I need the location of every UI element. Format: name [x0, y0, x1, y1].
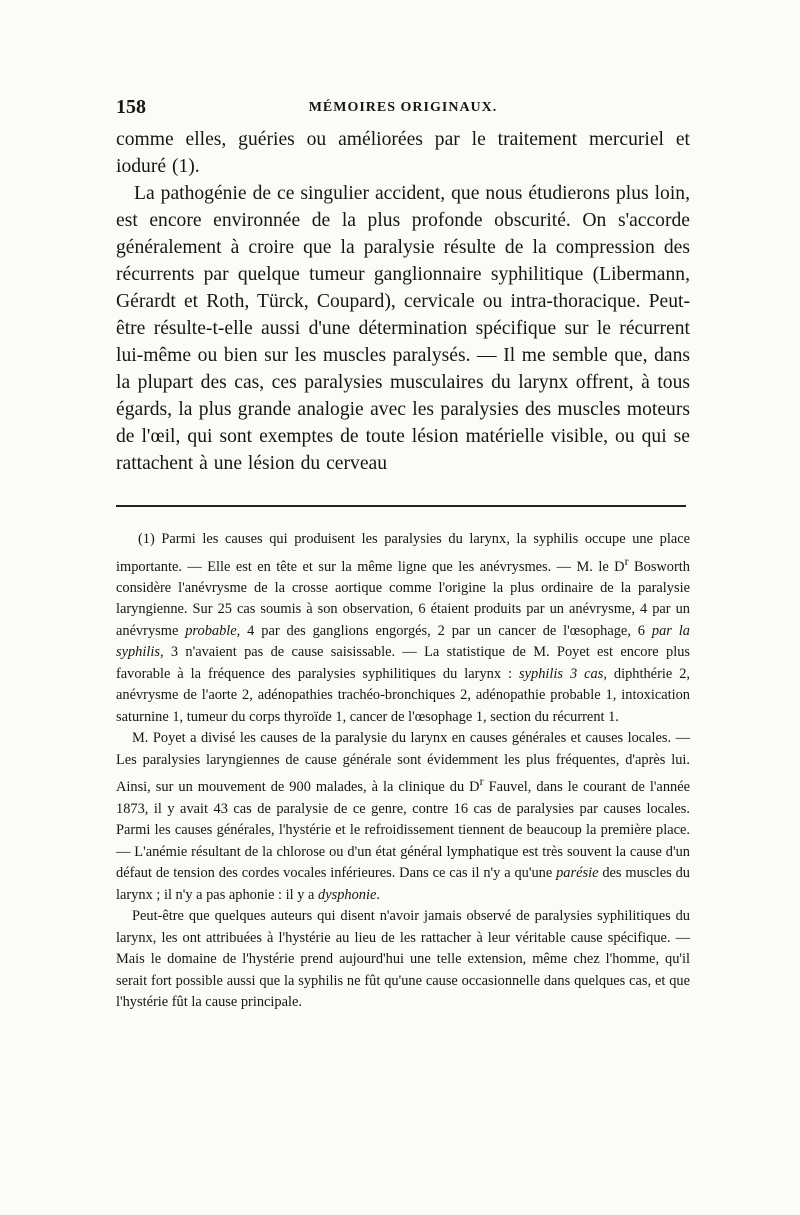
superscript: r [624, 553, 629, 568]
footnote-text: Bosworth considère l'anévrysme de la crosse aortique comme l'origine la plus ordinaire de la paralysie laryngienne. Sur 25 cas soumis à son observation, 6 étaient produits par un anévrysme, 4 par un anévrysme [116, 558, 690, 639]
footnote-text: . [376, 886, 380, 903]
footnote-paragraph-poyet [116, 728, 690, 906]
footnote-text: M. Poyet a divisé les causes de la paralysie du larynx en causes générales et causes locales. — Les paralysies laryngiennes de cause générale sont évidemment les plus fréquentes, d'après lui. Ainsi, sur un mouvement de 900 malades, à la clinique du D [116, 730, 690, 796]
main-text [116, 126, 690, 477]
paragraph-continuation: comme elles, guéries ou améliorées par le traitement mercuriel et ioduré (1). [116, 129, 690, 177]
page-number: 158 [116, 96, 146, 118]
paragraph-pathogenie: La pathogénie de ce singulier accident, que nous étudierons plus loin, est encore environnée de la plus profonde obscurité. On s'accorde généralement à croire que la paralysie résulte de la compression des récurrents par quelque tumeur ganglionnaire syphilitique (Libermann, Gérardt et Roth, Türck, Coupard), cervicale ou intra-thoracique. Peut-être résulte-t-elle aussi d'une détermination spécifique sur le récurrent lui-même ou bien sur les muscles paralysés. — Il me semble que, dans la plupart des cas, ces paralysies musculaires du larynx offrent, à tous égards, la plus grande analogie avec les paralysies des muscles moteurs de l'œil, qui sont exemptes de toute lésion matérielle visible, ou qui se rattachent à une lésion du cerveau [116, 183, 690, 474]
footnote-1 [116, 529, 690, 728]
footnote-text: , 4 par des ganglions engorgés, 2 par un cancer de l'œsophage, 6 [236, 622, 652, 639]
footnote-text: Fauvel, dans le courant de l'année 1873, il y avait 43 cas de paralysie de ce genre, contre 16 cas de paralysies par causes locales. Parmi les causes générales, l'hystérie et le refroidissement tiennent de beaucoup la première place. — L'anémie résultant de la chlorose ou d'un état général lymphatique est très souvent la cause d'un défaut de tension des cordes vocales inférieures. Dans ce cas il n'y a qu'une [116, 779, 690, 882]
italic-text: par la syphilis [116, 622, 690, 661]
running-title: MÉMOIRES ORIGINAUX. [308, 100, 498, 115]
book-page [116, 96, 690, 1014]
footnote-text: , 3 n'avaient pas de cause saisissable. — La statistique de M. Poyet est encore plus favorable à la fréquence des paralysies syphilitiques du larynx : [116, 644, 690, 682]
footnote-paragraph-hysterie: Peut-être que quelques auteurs qui disent n'avoir jamais observé de paralysies syphilitiques du larynx, les ont attribuées à l'hystérie au lieu de les rattacher à leur véritable cause spécifique. — Mais le domaine de l'hystérie prend aujourd'hui une telle extension, même chez l'homme, qu'il serait fort possible aussi que la syphilis ne fût qu'une cause occasionnelle dans quelques cas, et que l'hystérie fût la cause principale. [116, 908, 690, 1011]
footnote-text: (1) Parmi les causes qui produisent les paralysies du larynx, la syphilis occupe une place importante. — Elle est en tête et sur la même ligne que les anévrysmes. — M. le D [116, 531, 690, 575]
italic-text: dysphonie [318, 886, 377, 903]
footnotes [116, 529, 690, 1014]
italic-text: probable [185, 622, 237, 639]
italic-text: syphilis 3 cas [519, 665, 604, 682]
superscript: r [479, 774, 484, 789]
footnote-text: des muscles du larynx ; il n'y a pas aphonie : il y a [116, 865, 690, 903]
footnote-text: , diphthérie 2, anévrysme de l'aorte 2, adénopathies trachéo-bronchiques 2, adénopathie probable 1, intoxication saturnine 1, tumeur du corps thyroïde 1, cancer de l'œsophage 1, section du récurrent 1. [116, 665, 691, 725]
running-header [116, 96, 690, 124]
italic-text: parésie [556, 865, 599, 882]
footnote-rule [116, 505, 686, 507]
